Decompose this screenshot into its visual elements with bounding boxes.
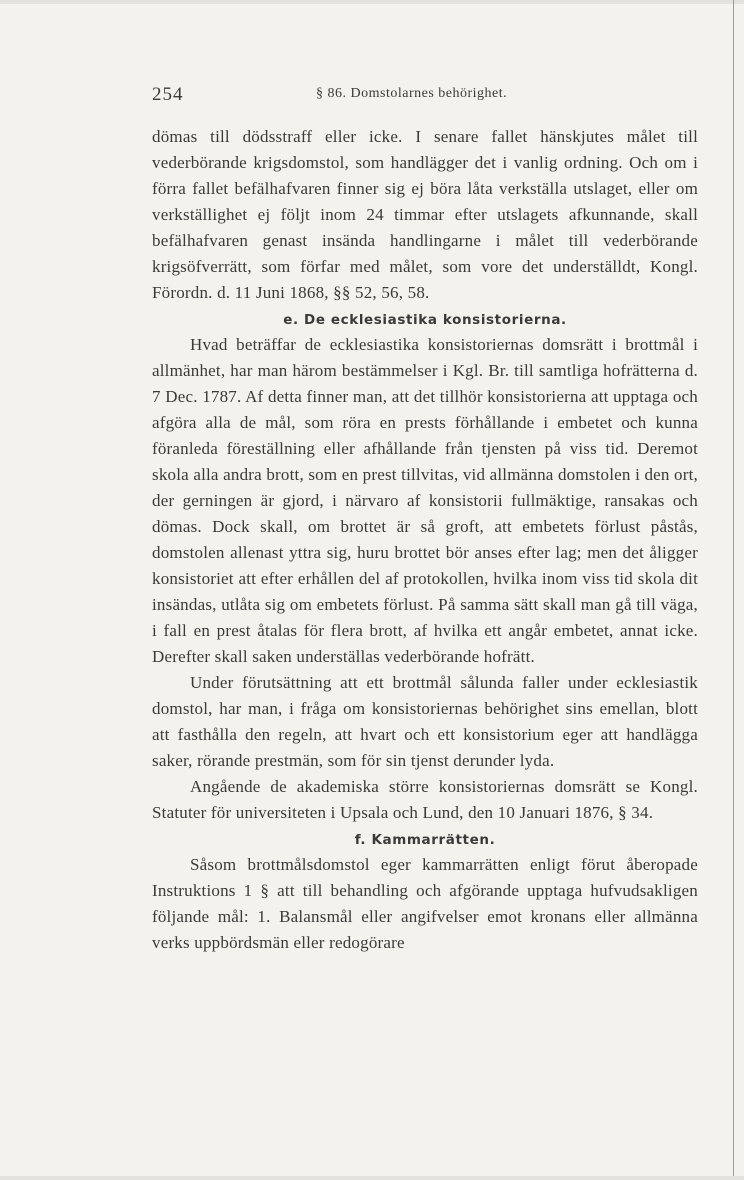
page-bottom-edge <box>0 1176 744 1180</box>
section-e-paragraph-3: Angående de akademiska större konsistoriernas domsrätt se Kongl. Statuter för universiteten i Upsala och Lund, den 10 Januari 1876, § 34. <box>152 777 698 822</box>
page-header <box>152 84 692 108</box>
page-number: 254 <box>152 84 184 105</box>
page-right-edge <box>733 0 734 1180</box>
section-e-paragraph-1: Hvad beträffar de ecklesiastika konsistoriernas domsrätt i brottmål i allmänhet, har man härom bestämmelser i Kgl. Br. till samtliga hofrätterna d. 7 Dec. 1787. Af detta finner man, att det tillhör konsistorierna att upptaga och afgöra alla de mål, som röra en prests förhållande i embetet och kunna föranleda föreställning eller afhållande från tjensten på viss tid. Deremot skola alla andra brott, som en prest tillvitas, vid allmänna domstolen i den ort, der gerningen är gjord, i närvaro af konsistorii fullmäktige, ransakas och dömas. Dock skall, om brottet är så groft, att embetets förlust påstås, domstolen allenast yttra sig, huru brottet bör anses efter lag; men det åligger konsistoriet att efter erhållen del af protokollen, hvilka inom viss tid skola dit insändas, utlåta sig om embetets förlust. På samma sätt skall man gå till väga, i fall en prest åtalas för flera brott, af hvilka ett angår embetet, annat icke. Derefter skall saken underställas vederbörande hofrätt. <box>152 335 698 666</box>
running-head: § 86. Domstolarnes behörighet. <box>316 86 508 101</box>
section-heading-e: e. De ecklesiastika konsistorierna. <box>283 312 567 328</box>
section-heading-f: f. Kammarrätten. <box>354 832 496 848</box>
page-top-edge <box>0 0 744 4</box>
continued-paragraph: dömas till dödsstraff eller icke. I senare fallet hänskjutes målet till vederbörande krigsdomstol, som handlägger det i vanlig ordning. Och om i förra fallet befälhafvaren finner sig ej böra låta verkställa utslaget, eller om verkställighet ej följt inom 24 timmar efter utslagets afkunnande, skall befälhafvaren genast insända handlingarne i målet till vederbörande krigsöfverrätt, som förfar med målet, som vore det underställdt, Kongl. Förordn. d. 11 Juni 1868, §§ 52, 56, 58. <box>152 127 698 302</box>
section-e-paragraph-2: Under förutsättning att ett brottmål sålunda faller under ecklesiastik domstol, har man, i fråga om konsistoriernas behörighet sins emellan, blott att fasthålla den regeln, att hvart och ett konsistorium eger att handlägga saker, rörande prestmän, som för sin tjenst derunder lyda. <box>152 673 698 770</box>
body-text <box>152 124 698 956</box>
section-f-paragraph-1: Såsom brottmålsdomstol eger kammarrätten enligt förut åberopade Instruktions 1 § att till behandling och afgörande upptaga hufvudsakligen följande mål: 1. Balansmål eller angifvelser emot kronans eller allmänna verks uppbördsmän eller redogörare <box>152 855 698 952</box>
